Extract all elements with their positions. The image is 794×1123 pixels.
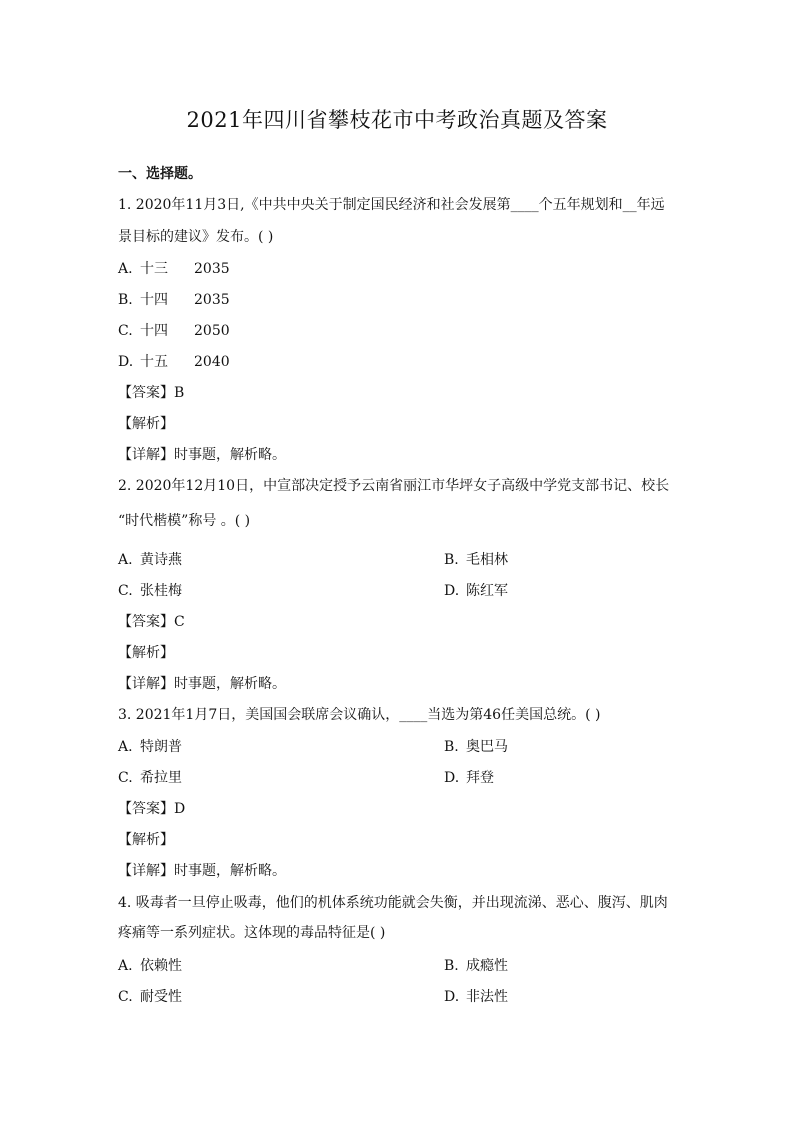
option-text: 毛相林 xyxy=(466,552,508,568)
option-text: 耐受性 xyxy=(140,989,182,1005)
q1-detail: 【详解】时事题，解析略。 xyxy=(118,447,286,463)
option-letter: D. xyxy=(444,770,460,786)
option-text: 十三 xyxy=(140,261,168,277)
q1-option-b xyxy=(118,290,230,310)
option-text: 十五 xyxy=(140,354,168,370)
q2-option-d xyxy=(444,581,508,601)
q1-stem-line-1: 1. 2020年11月3日,《中共中央关于制定国民经济和社会发展第____个五年规划和__年远 xyxy=(118,197,665,213)
q1-stem-line-2: 景目标的建议》发布。( ) xyxy=(118,229,274,245)
option-letter: C. xyxy=(118,770,133,786)
option-letter: B. xyxy=(118,292,133,308)
option-letter: C. xyxy=(118,323,133,339)
q4-option-b xyxy=(444,956,508,976)
q4-option-a xyxy=(118,956,182,976)
q2-option-a xyxy=(118,550,182,570)
option-text: 特朗普 xyxy=(140,739,182,755)
option-letter: B. xyxy=(444,958,459,974)
q1-option-a xyxy=(118,259,230,279)
option-text: 十四 xyxy=(140,323,168,339)
option-letter: D. xyxy=(444,989,460,1005)
option-text: 依赖性 xyxy=(140,958,182,974)
q4-stem-line-1: 4. 吸毒者一旦停止吸毒，他们的机体系统功能就会失衡，并出现流涕、恶心、腹泻、肌肉 xyxy=(118,895,668,911)
option-year: 2050 xyxy=(194,323,230,339)
q4-option-d xyxy=(444,987,508,1007)
option-text: 十四 xyxy=(140,292,168,308)
q3-option-b xyxy=(444,737,508,757)
section-heading: 一、选择题。 xyxy=(118,166,202,182)
option-text: 非法性 xyxy=(466,989,508,1005)
q2-answer: 【答案】C xyxy=(118,614,185,630)
option-letter: B. xyxy=(444,552,459,568)
option-letter: B. xyxy=(444,739,459,755)
option-letter: A. xyxy=(118,261,133,277)
option-letter: A. xyxy=(118,739,133,755)
option-text: 陈红军 xyxy=(466,583,508,599)
option-text: 希拉里 xyxy=(140,770,182,786)
q3-answer: 【答案】D xyxy=(118,801,186,817)
q4-option-c xyxy=(118,987,182,1007)
q2-detail: 【详解】时事题，解析略。 xyxy=(118,676,286,692)
option-year: 2035 xyxy=(194,261,230,277)
option-letter: A. xyxy=(118,958,133,974)
q3-option-c xyxy=(118,768,182,788)
option-text: 黄诗燕 xyxy=(140,552,182,568)
q3-option-a xyxy=(118,737,182,757)
q3-option-d xyxy=(444,768,494,788)
option-text: 拜登 xyxy=(466,770,494,786)
q3-stem-line-1: 3. 2021年1月7日，美国国会联席会议确认，____当选为第46任美国总统。( ) xyxy=(118,707,601,723)
q1-answer: 【答案】B xyxy=(118,385,185,401)
q2-option-c xyxy=(118,581,182,601)
option-letter: A. xyxy=(118,552,133,568)
q2-option-b xyxy=(444,550,508,570)
q3-detail: 【详解】时事题，解析略。 xyxy=(118,863,286,879)
q4-stem-line-2: 疼痛等一系列症状。这体现的毒品特征是( ) xyxy=(118,925,386,941)
page-title: 2021年四川省攀枝花市中考政治真题及答案 xyxy=(186,108,608,132)
q2-analysis: 【解析】 xyxy=(118,645,174,661)
q1-option-c xyxy=(118,321,230,341)
option-letter: D. xyxy=(118,354,134,370)
option-text: 成瘾性 xyxy=(466,958,508,974)
option-text: 张桂梅 xyxy=(140,583,182,599)
option-letter: C. xyxy=(118,989,133,1005)
q1-option-d xyxy=(118,352,230,372)
option-year: 2035 xyxy=(194,292,230,308)
option-letter: D. xyxy=(444,583,460,599)
q1-analysis: 【解析】 xyxy=(118,416,174,432)
q2-stem-line-1: 2. 2020年12月10日，中宣部决定授予云南省丽江市华坪女子高级中学党支部书记、校长 xyxy=(118,478,670,494)
option-year: 2040 xyxy=(194,354,230,370)
q3-analysis: 【解析】 xyxy=(118,832,174,848)
option-letter: C. xyxy=(118,583,133,599)
q2-stem-line-2: “时代楷模”称号 。( ) xyxy=(118,513,251,529)
option-text: 奥巴马 xyxy=(466,739,508,755)
